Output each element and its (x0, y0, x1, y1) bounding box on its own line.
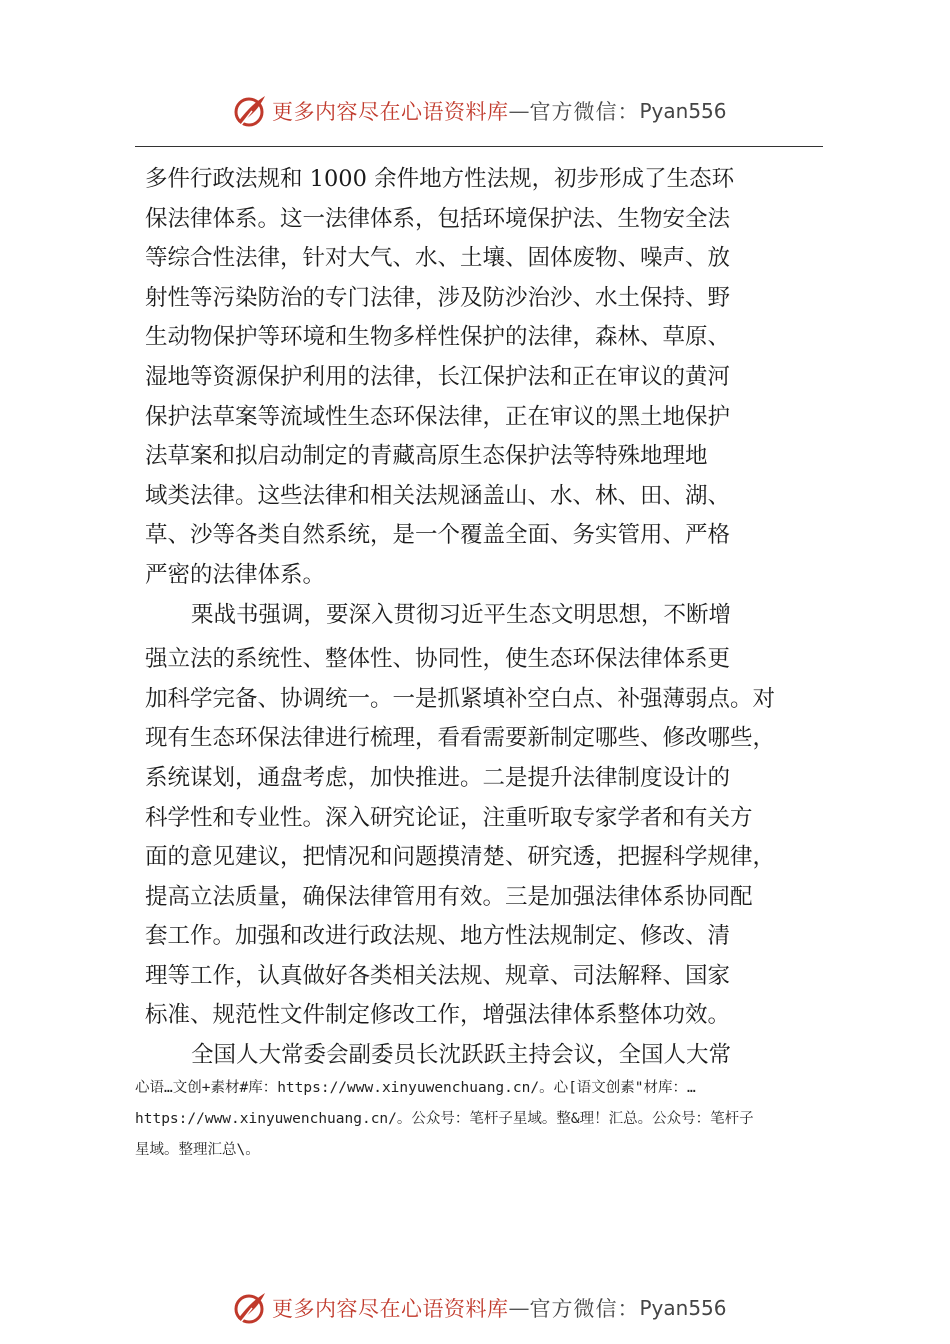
brand-dash: — (508, 99, 530, 123)
header-rule (135, 146, 823, 147)
text-line: 套工作。加强和改进行政法规、地方性法规制定、修改、清 (145, 923, 731, 950)
paragraph-3 (145, 1036, 813, 1076)
text-line: 多件行政法规和 1000 余件地方性法规，初步形成了生态环 (145, 166, 735, 192)
footer-note (135, 1073, 835, 1166)
text-line: 加科学完备、协调统一。一是抓紧填补空白点、补强薄弱点。对 (145, 685, 776, 712)
contact-label: 官方微信： (529, 100, 640, 124)
text-line: 栗战书强调，要深入贯彻习近平生态文明思想，不断增 (191, 601, 732, 628)
note-line: https://www.xinyuwenchuang.cn/。公众号：笔杆子星域。整&理！汇总。公众号：笔杆子 (135, 1111, 754, 1127)
text-line: 域类法律。这些法律和相关法规涵盖山、水、林、田、湖、 (145, 482, 731, 509)
text-line: 系统谋划，通盘考虑，加快推进。二是提升法律制度设计的 (145, 764, 731, 791)
text-line: 生动物保护等环境和生物多样性保护的法律，森林、草原、 (145, 324, 731, 351)
text-line: 保护法草案等流域性生态环保法律，正在审议的黑土地保护 (145, 403, 731, 430)
contact-id: Pyan556 (639, 1296, 727, 1320)
brand-text: 更多内容尽在心语资料库 (272, 1297, 509, 1321)
text-line: 严密的法律体系。 (145, 561, 326, 588)
contact-id: Pyan556 (639, 99, 727, 123)
text-line: 面的意见建议，把情况和问题摸清楚、研究透，把握科学规律， (145, 844, 776, 871)
text-line: 科学性和专业性。深入研究论证，注重听取专家学者和有关方 (145, 804, 753, 831)
text-line: 全国人大常委会副委员长沈跃跃主持会议，全国人大常 (191, 1042, 732, 1069)
feather-logo-icon (232, 92, 268, 130)
text-line: 射性等污染防治的专门法律，涉及防沙治沙、水土保持、野 (145, 284, 731, 311)
text-line: 湿地等资源保护利用的法律，长江保护法和正在审议的黄河 (145, 363, 731, 390)
note-line: 心语…文创+素材#库：https://www.xinyuwenchuang.cn/。心[语文创素"材库：… (135, 1080, 696, 1096)
text-line: 法草案和拟启动制定的青藏高原生态保护法等特殊地理地 (145, 443, 708, 470)
contact-label: 官方微信： (529, 1297, 640, 1321)
text-line: 保法律体系。这一法律体系，包括环境保护法、生物安全法 (145, 205, 731, 232)
brand-dash: — (508, 1296, 530, 1320)
note-line: 星域。整理汇总\。 (135, 1142, 260, 1158)
footer-brand (232, 1289, 727, 1327)
page-header (0, 92, 950, 134)
page-footer (0, 1289, 950, 1331)
paragraph-2 (145, 596, 813, 1037)
text-line: 理等工作，认真做好各类相关法规、规章、司法解释、国家 (145, 962, 731, 989)
text-line: 等综合性法律，针对大气、水、土壤、固体废物、噪声、放 (145, 245, 731, 272)
text-line: 标准、规范性文件制定修改工作，增强法律体系整体功效。 (145, 1002, 731, 1029)
text-line: 草、沙等各类自然系统，是一个覆盖全面、务实管用、严格 (145, 522, 731, 549)
document-body (145, 160, 813, 1076)
text-line: 提高立法质量，确保法律管用有效。三是加强法律体系协同配 (145, 883, 753, 910)
text-line: 强立法的系统性、整体性、协同性，使生态环保法律体系更 (145, 646, 731, 673)
text-line: 现有生态环保法律进行梳理，看看需要新制定哪些、修改哪些， (145, 725, 776, 752)
header-brand (232, 92, 727, 130)
paragraph-1 (145, 160, 813, 596)
brand-text: 更多内容尽在心语资料库 (272, 100, 509, 124)
feather-logo-icon (232, 1289, 268, 1327)
